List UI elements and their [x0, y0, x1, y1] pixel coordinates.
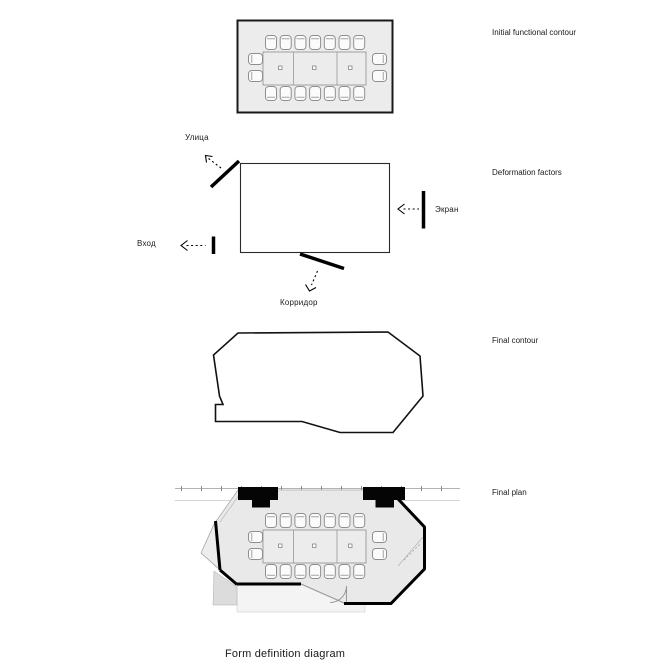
street-label: Улица: [185, 133, 209, 142]
figure-caption: Form definition diagram: [225, 648, 346, 660]
stage-caption-deformation: Deformation factors: [492, 168, 562, 177]
final-contour-diagram: [214, 332, 424, 433]
entrance-arrow: [181, 241, 206, 251]
corridor-label: Корридор: [280, 298, 318, 307]
corridor-barrier-line: [300, 254, 344, 269]
arrowhead: [306, 285, 317, 292]
stage-caption-final-contour: Final contour: [492, 336, 539, 345]
deformation-diagram: [181, 156, 424, 292]
final-contour-polygon: [214, 332, 424, 433]
screen-label: Экран: [435, 205, 459, 214]
street-barrier-line: [211, 161, 239, 187]
deformation-room-rect: [241, 164, 390, 253]
street-arrow: [206, 156, 222, 169]
initial-contour-diagram: [238, 21, 393, 113]
screen-arrow: [398, 204, 419, 214]
corridor-arrow: [306, 271, 318, 291]
final-plan-diagram: [175, 487, 460, 612]
stage-caption-initial: Initial functional contour: [492, 28, 577, 37]
entrance-label: Вход: [137, 239, 156, 248]
stage-caption-final-plan: Final plan: [492, 488, 527, 497]
